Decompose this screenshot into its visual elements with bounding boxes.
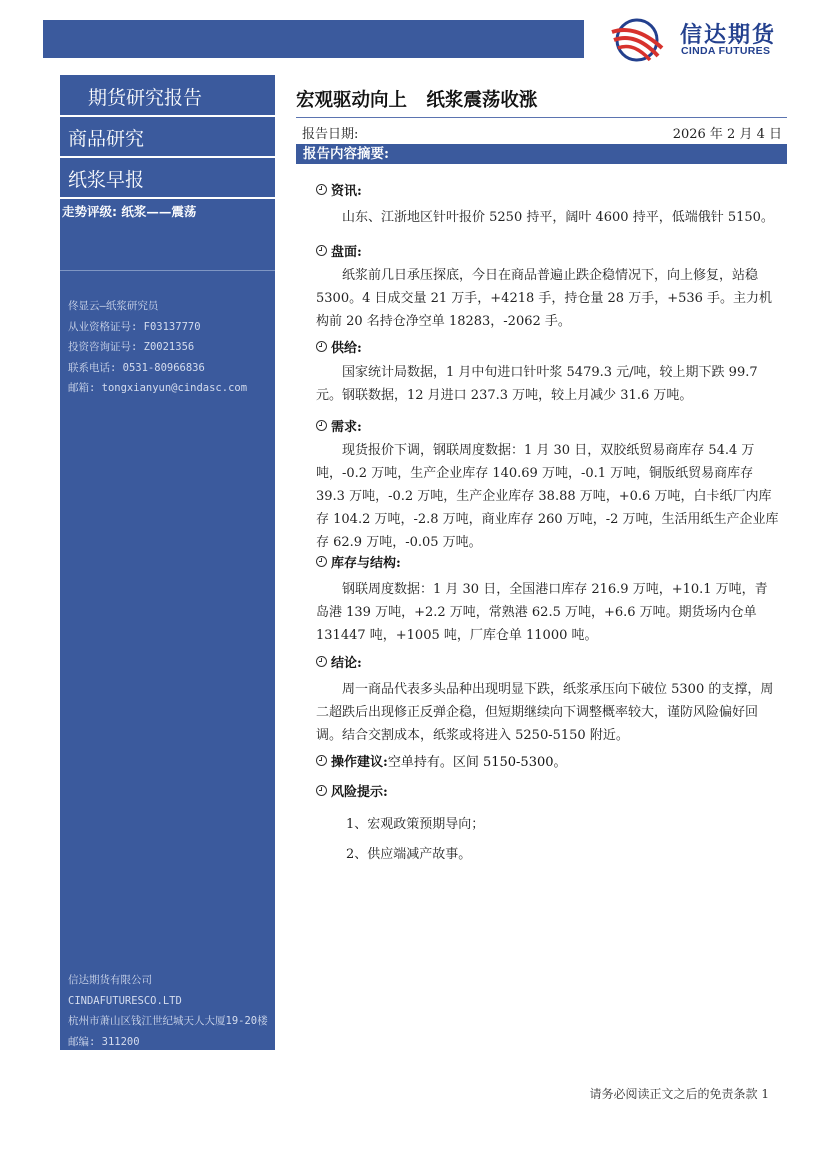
headline-rule: [296, 117, 787, 118]
report-date-value: 2026 年 2 月 4 日: [672, 127, 782, 142]
company-address: 杭州市萧山区钱江世纪城天人大厦19-20楼: [68, 1015, 268, 1027]
section-inventory-heading: [316, 552, 401, 571]
cinda-logo-mark-icon: [606, 18, 668, 62]
section-market-body: 纸浆前几日承压探底，今日在商品普遍止跌企稳情况下，向上修复，站稳 5300。4 日成交量 21 万手，+4218 手，持仓量 28 万手，+536 手。主力机构前 20 名持仓净空单 18283，-2062 手。: [316, 268, 773, 329]
analyst-phone: 联系电话: 0531-80966836: [68, 361, 205, 374]
section-market-heading: [316, 241, 362, 260]
section-advice-heading: [316, 751, 567, 770]
clock-icon: [316, 755, 327, 766]
analyst-email: 邮箱: tongxianyun@cindasc.com: [68, 382, 248, 394]
report-headline: 宏观驱动向上 纸浆震荡收涨: [296, 90, 538, 111]
section-supply-heading: [316, 337, 362, 356]
header-band: [43, 20, 584, 58]
section-supply-title: 供给:: [331, 341, 362, 356]
section-conclusion-body: 周一商品代表多头品种出现明显下跌，纸浆承压向下破位 5300 的支撑，周二超跌后出现修正反弹企稳，但短期继续向下调整概率较大，谨防风险偏好回调。结合交割成本，纸浆或将进入 5250-5150 附近。: [316, 682, 774, 743]
section-news-title: 资讯:: [331, 184, 362, 199]
risk-item: 1、宏观政策预期导向；: [346, 817, 485, 832]
summary-title-bar: 报告内容摘要:: [296, 144, 787, 164]
section-conclusion-heading: [316, 652, 362, 671]
clock-icon: [316, 785, 327, 796]
analyst-license: 从业资格证号: F03137770: [68, 320, 201, 333]
section-news-body: 山东、江浙地区针叶报价 5250 持平，阔叶 4600 持平，低端俄针 5150。: [342, 210, 774, 225]
section-risk-title: 风险提示:: [331, 785, 388, 800]
section-inventory-body: 钢联周度数据：1 月 30 日，全国港口库存 216.9 万吨，+10.1 万吨，青岛港 139 万吨，+2.2 万吨，常熟港 62.5 万吨，+6.6 万吨。期货场内仓单 131447 吨，+1005 吨，厂库仓单 11000 吨。: [316, 582, 768, 643]
clock-icon: [316, 656, 327, 667]
cinda-logo: [606, 18, 796, 62]
section-advice-body: 空单持有。区间 5150-5300。: [387, 755, 567, 770]
clock-icon: [316, 556, 327, 567]
clock-icon: [316, 341, 327, 352]
section-conclusion-title: 结论:: [331, 656, 362, 671]
section-demand-body: 现货报价下调，钢联周度数据：1 月 30 日，双胶纸贸易商库存 54.4 万吨，-0.2 万吨，生产企业库存 140.69 万吨，-0.1 万吨，铜版纸贸易商库存 39.3 万吨，-0.2 万吨，生产企业库存 38.88 万吨，+0.6 万吨，白卡纸厂内库存 104.2 万吨，-2.8 万吨，商业库存 260 万吨，-2 万吨，生活用纸生产企业库存 62.9 万吨，-0.05 万吨。: [316, 443, 779, 550]
sidebar-divider: [60, 270, 275, 271]
section-inventory-title: 库存与结构:: [331, 556, 401, 571]
sidebar: [60, 75, 275, 1050]
disclaimer-note: 请务必阅读正文之后的免责条款 1: [589, 1087, 769, 1101]
report-date-label: 报告日期:: [302, 127, 359, 142]
company-name: 信达期货有限公司: [68, 974, 152, 986]
clock-icon: [316, 184, 327, 195]
subcategory-label: 纸浆早报: [60, 161, 275, 199]
risk-item: 2、供应端减产故事。: [346, 847, 472, 862]
logo-cn-text: 信达期货: [680, 23, 777, 48]
analyst-name: 佟显云—纸浆研究员: [68, 300, 159, 312]
section-demand-heading: [316, 416, 362, 435]
clock-icon: [316, 245, 327, 256]
section-news-heading: [316, 180, 362, 199]
company-info: [68, 970, 268, 1052]
company-postcode: 邮编: 311200: [68, 1035, 140, 1048]
section-market-title: 盘面:: [331, 245, 362, 260]
category-label: 商品研究: [60, 120, 275, 158]
company-name-en: CINDAFUTURESCO.LTD: [68, 994, 182, 1007]
section-risk-heading: [316, 781, 388, 800]
clock-icon: [316, 420, 327, 431]
analyst-consult-license: 投资咨询证号: Z0021356: [68, 341, 195, 353]
analyst-info: [68, 296, 247, 399]
section-advice-title: 操作建议:: [331, 755, 388, 770]
report-type-label: 期货研究报告: [60, 79, 275, 117]
section-supply-body: 国家统计局数据，1 月中旬进口针叶浆 5479.3 元/吨，较上期下跌 99.7 元。钢联数据，12 月进口 237.3 万吨，较上月减少 31.6 万吨。: [316, 365, 758, 403]
section-demand-title: 需求:: [331, 420, 362, 435]
trend-rating: 走势评级: 纸浆——震荡: [62, 204, 197, 219]
logo-en-text: CINDA FUTURES: [681, 45, 771, 57]
